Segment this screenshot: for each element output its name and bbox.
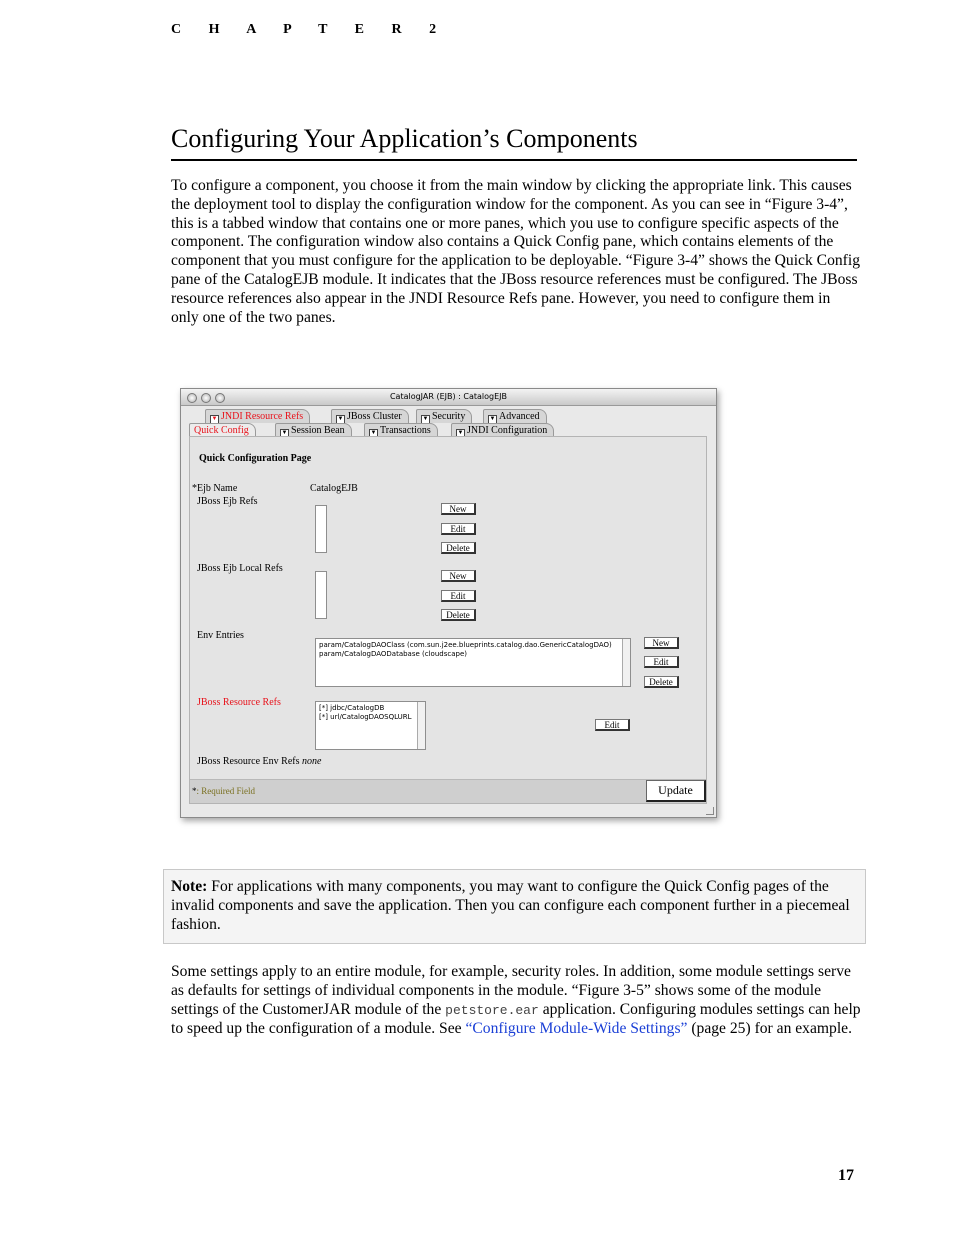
- tab-security[interactable]: ▼ Security: [416, 409, 472, 423]
- scrollbar[interactable]: [417, 702, 425, 749]
- tab-jndi-configuration[interactable]: ▼ JNDI Configuration: [451, 423, 554, 437]
- resource-env-refs-value: none: [302, 756, 322, 767]
- resize-grip-icon[interactable]: [706, 807, 714, 815]
- ejb-refs-delete-button[interactable]: Delete: [441, 542, 476, 554]
- dropdown-icon: ▼: [281, 430, 288, 436]
- ejb-local-refs-delete-button[interactable]: Delete: [441, 609, 476, 621]
- code-filename: petstore.ear: [445, 1002, 539, 1018]
- dropdown-icon: ▼: [422, 416, 429, 422]
- env-entries-label: Env Entries: [197, 630, 244, 641]
- close-button[interactable]: [187, 393, 197, 403]
- list-item[interactable]: param/CatalogDAODatabase (cloudscape): [319, 650, 467, 658]
- config-window: [180, 388, 717, 818]
- ejb-refs-label: JBoss Ejb Refs: [197, 496, 258, 507]
- ejb-local-refs-label: JBoss Ejb Local Refs: [197, 563, 283, 574]
- env-entries-edit-button[interactable]: Edit: [644, 656, 679, 668]
- intro-paragraph: To configure a component, you choose it from the main window by clicking the appropriate link. This causes the deployment tool to display the configuration window for the component. As you can see in “Figure 3-4”, this is a tabbed window that contains one or more panes, which you use to configure specific aspects of the component. The configuration window also contains a Quick Config pane, which contains elements of the component that you must configure for the application to be deployable. “Figure 3-4” shows the Quick Config pane of the CatalogEJB module. It indicates that the JBoss resource references must be configured. The JBoss resource references also appear in the JNDI Resource Refs pane. However, you need to configure them in only one of the two panes.: [171, 177, 860, 326]
- env-entries-delete-button[interactable]: Delete: [644, 676, 679, 688]
- list-item[interactable]: param/CatalogDAOClass (com.sun.j2ee.blueprints.catalog.dao.GenericCatalogDAO): [319, 641, 612, 649]
- ejb-refs-edit-button[interactable]: Edit: [441, 523, 476, 535]
- page-number: 17: [838, 1167, 854, 1184]
- ejb-refs-list[interactable]: [315, 505, 327, 553]
- note-box: [163, 869, 866, 944]
- ejb-local-refs-new-button[interactable]: New: [441, 570, 476, 582]
- ejb-name-value: CatalogEJB: [310, 483, 358, 494]
- scrollbar[interactable]: [622, 639, 630, 686]
- dropdown-icon: ▼: [211, 416, 218, 422]
- tab-session-bean[interactable]: ▼ Session Bean: [275, 423, 352, 437]
- resource-env-refs-label: JBoss Resource Env Refs none: [197, 756, 322, 767]
- required-field-note: *: Required Field: [192, 786, 255, 796]
- pane-footer: [190, 779, 706, 803]
- quick-config-pane: [189, 436, 707, 804]
- resource-refs-label: JBoss Resource Refs: [197, 697, 281, 708]
- resource-refs-list[interactable]: [315, 701, 426, 750]
- module-settings-paragraph: Some settings apply to an entire module, for example, security roles. In addition, some module settings serve as defaults for settings of individual components in the module. “Figure 3-5” shows some of the module settings of the CustomerJAR module of the petstore.ear application. Configuring modules settings can help to speed up the configuration of a module. See “Configure Module-Wide Settings” (page 25) for an example.: [171, 963, 861, 1038]
- minimize-button[interactable]: [201, 393, 211, 403]
- section-heading: Configuring Your Application’s Components: [171, 124, 857, 161]
- zoom-button[interactable]: [215, 393, 225, 403]
- page-title: Quick Configuration Page: [199, 453, 312, 464]
- module-settings-link[interactable]: “Configure Module-Wide Settings”: [465, 1020, 688, 1038]
- tab-advanced[interactable]: ▼ Advanced: [483, 409, 547, 423]
- dropdown-icon: ▼: [457, 430, 464, 436]
- dropdown-icon: ▼: [370, 430, 377, 436]
- env-entries-new-button[interactable]: New: [644, 637, 679, 649]
- tab-row-back: [201, 409, 701, 423]
- update-button[interactable]: Update: [646, 780, 706, 802]
- env-entries-list[interactable]: [315, 638, 631, 687]
- window-titlebar: [181, 389, 716, 406]
- ejb-name-label: *Ejb Name: [192, 483, 238, 494]
- tab-jboss-cluster[interactable]: ▼ JBoss Cluster: [331, 409, 409, 423]
- chapter-label: C H A P T E R 2: [171, 22, 449, 37]
- tab-jndi-resource-refs[interactable]: ▼ JNDI Resource Refs: [205, 409, 310, 423]
- window-title: CatalogJAR (EJB) : CatalogEJB: [389, 392, 508, 401]
- resource-refs-edit-button[interactable]: Edit: [595, 719, 630, 731]
- ejb-refs-new-button[interactable]: New: [441, 503, 476, 515]
- ejb-local-refs-list[interactable]: [315, 571, 327, 619]
- dropdown-icon: ▼: [337, 416, 344, 422]
- ejb-local-refs-edit-button[interactable]: Edit: [441, 590, 476, 602]
- tab-quick-config[interactable]: Quick Config: [189, 423, 256, 437]
- tab-transactions[interactable]: ▼ Transactions: [364, 423, 438, 437]
- note-text: For applications with many components, you may want to configure the Quick Config pages of the invalid components and save the application. Then you can configure each component further in a piecemeal fashion.: [171, 878, 850, 933]
- dropdown-icon: ▼: [489, 416, 496, 422]
- tab-row-front: [189, 423, 709, 437]
- note-label: Note:: [171, 878, 208, 895]
- list-item[interactable]: [*] jdbc/CatalogDB: [319, 704, 385, 712]
- list-item[interactable]: [*] url/CatalogDAOSQLURL: [319, 713, 412, 721]
